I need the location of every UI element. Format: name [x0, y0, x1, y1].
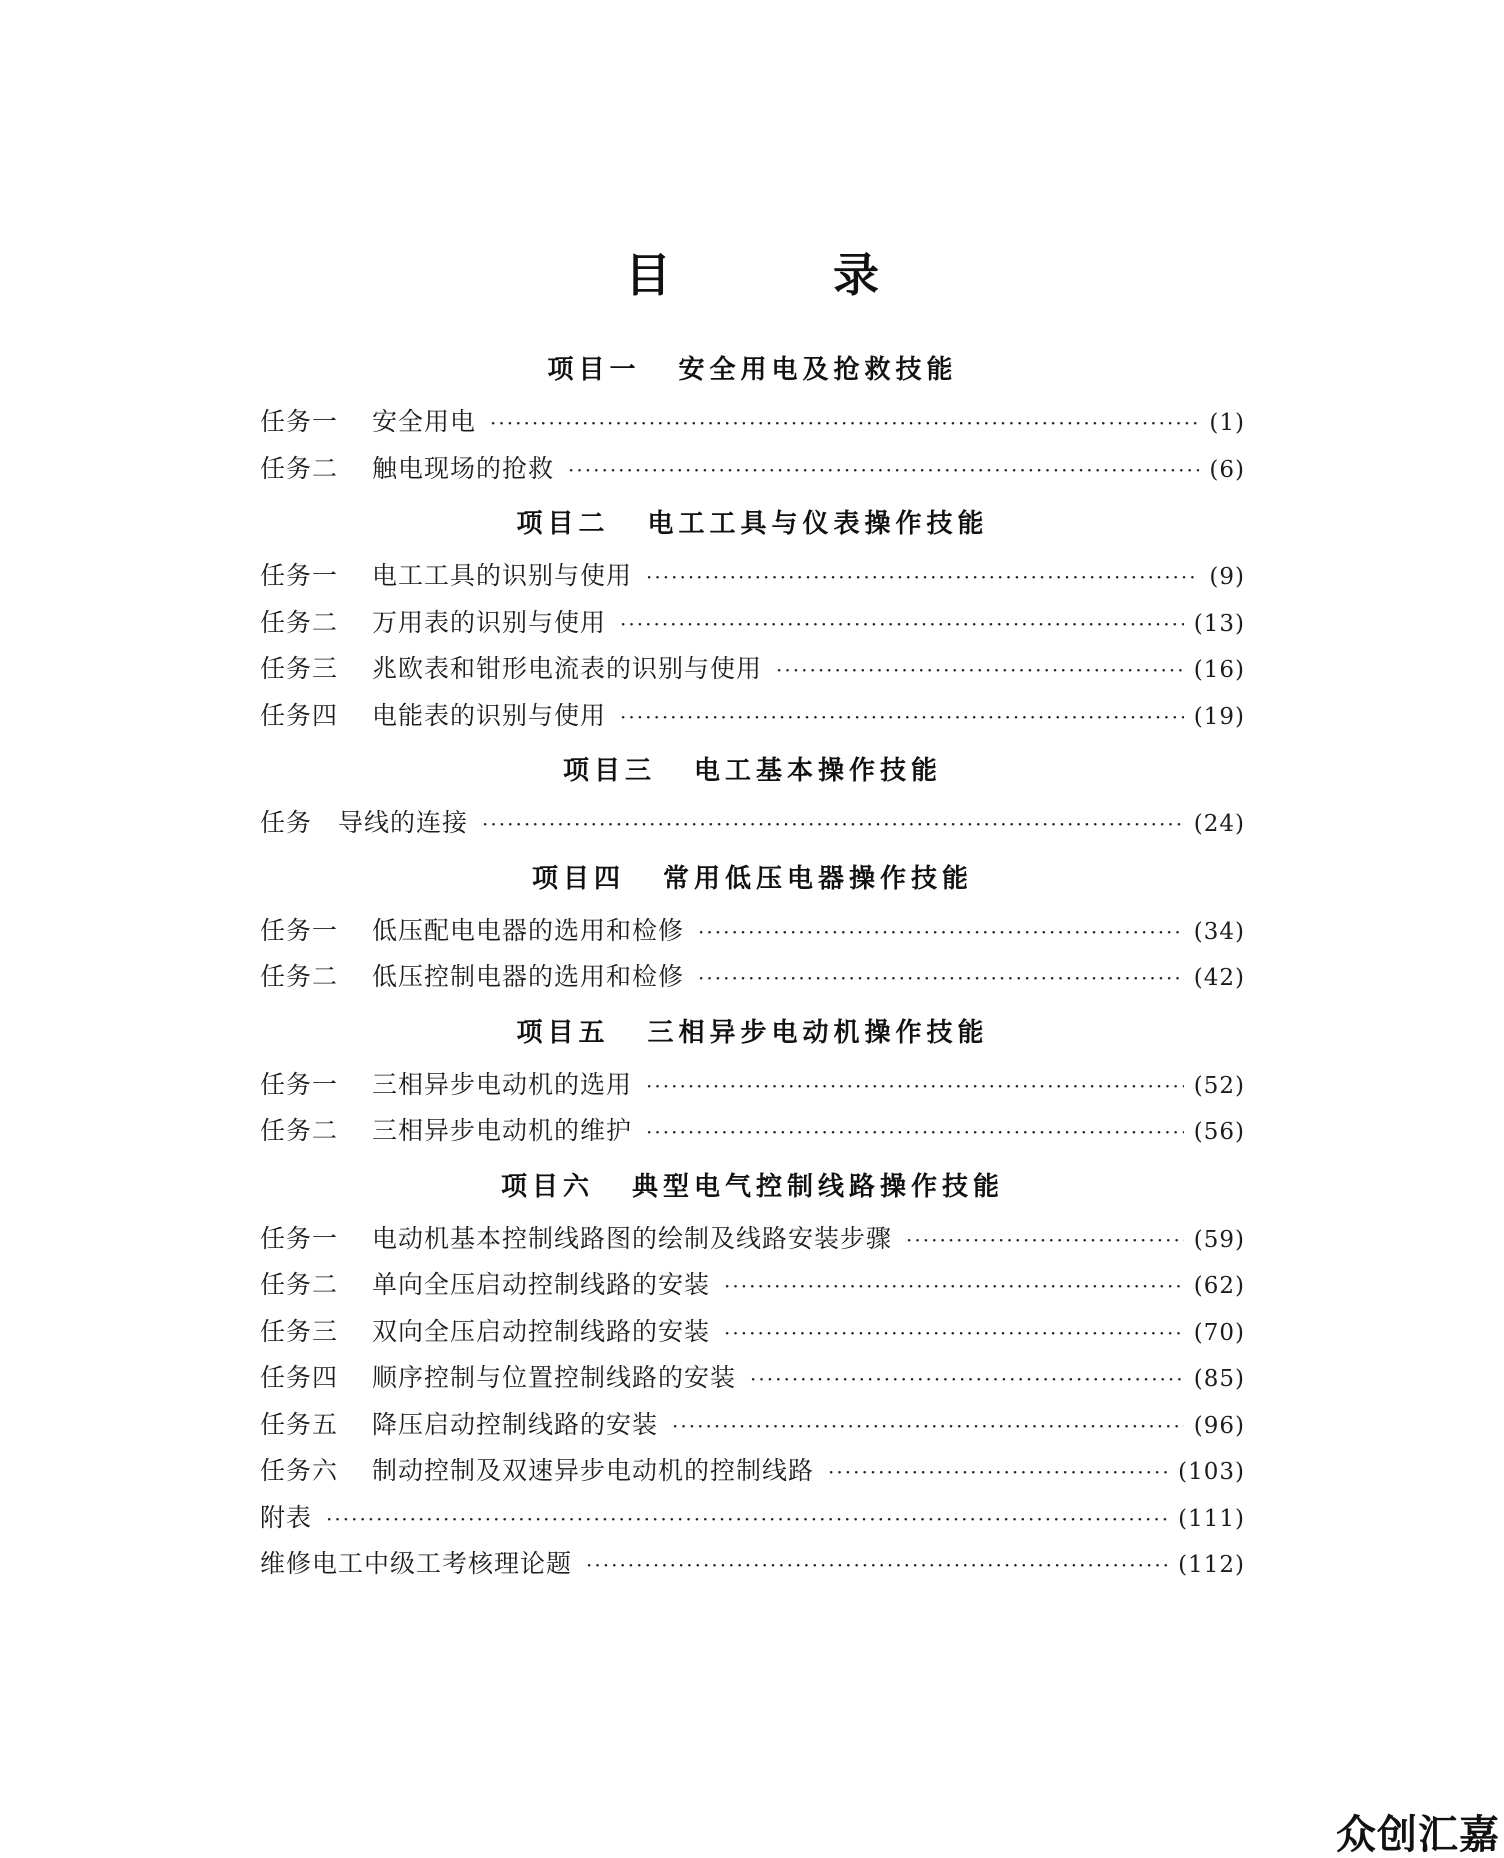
page-number: (24): [1193, 811, 1245, 837]
toc-entry[interactable]: [260, 1309, 1245, 1356]
leader-dots: [906, 1217, 1184, 1264]
task-title: 低压控制电器的选用和检修: [372, 962, 685, 991]
appendix-title: 附表: [260, 1502, 313, 1532]
page-title: 目 录: [625, 248, 937, 302]
page-number: (70): [1193, 1319, 1245, 1346]
task-title: 万用表的识别与使用: [372, 607, 607, 637]
task-number: 任务二: [260, 1116, 339, 1145]
task-title: 双向全压启动控制线路的安装: [372, 1316, 711, 1346]
task-title: 顺序控制与位置控制线路的安装: [372, 1363, 737, 1392]
task-title: 三相异步电动机的维护: [372, 1116, 633, 1145]
section-number: 项目六: [500, 1171, 594, 1202]
task-number: 任务六: [260, 1456, 339, 1485]
task-number: 任务二: [260, 607, 339, 637]
toc-entry[interactable]: [260, 908, 1245, 955]
task-title: 电能表的识别与使用: [372, 700, 607, 730]
page-number: (112): [1178, 1552, 1245, 1578]
task-number: 任务一: [260, 561, 339, 590]
leader-dots: [646, 1063, 1184, 1110]
toc-entry[interactable]: [260, 399, 1245, 446]
task-number: 任务: [260, 808, 313, 837]
leader-dots: [586, 1542, 1168, 1589]
page-number: (85): [1193, 1366, 1245, 1392]
toc-entry[interactable]: [260, 1402, 1245, 1449]
toc-entry[interactable]: [260, 446, 1245, 493]
leader-dots: [698, 909, 1184, 956]
leader-dots: [828, 1449, 1168, 1496]
leader-dots: [776, 647, 1184, 694]
toc-entry[interactable]: [260, 553, 1245, 600]
toc-entry-appendix[interactable]: [260, 1495, 1245, 1542]
task-title: 触电现场的抢救: [372, 453, 555, 483]
section-name: 安全用电及抢救技能: [678, 355, 958, 385]
toc-entry[interactable]: [260, 1062, 1245, 1109]
toc-entry[interactable]: [260, 800, 1245, 847]
page-number: (52): [1193, 1072, 1245, 1099]
page-number: (9): [1209, 564, 1245, 590]
leader-dots: [646, 1109, 1184, 1156]
task-number: 任务一: [260, 915, 339, 945]
task-title: 兆欧表和钳形电流表的识别与使用: [372, 654, 763, 683]
leader-dots: [698, 955, 1184, 1002]
toc-entry[interactable]: [260, 1216, 1245, 1263]
task-title: 低压配电电器的选用和检修: [372, 915, 685, 945]
task-number: 任务三: [260, 1316, 339, 1346]
section-heading: [260, 343, 1245, 397]
task-title: 降压启动控制线路的安装: [372, 1409, 659, 1439]
page-number: (19): [1193, 703, 1245, 730]
task-number: 任务五: [260, 1409, 339, 1439]
task-number: 任务一: [260, 1069, 339, 1099]
section-name: 典型电气控制线路操作技能: [632, 1171, 1005, 1202]
task-title: 电动机基本控制线路图的绘制及线路安装步骤: [372, 1223, 893, 1253]
leader-dots: [620, 694, 1184, 741]
section-number: 项目四: [531, 863, 625, 894]
page-number: (56): [1193, 1119, 1245, 1145]
leader-dots: [490, 400, 1199, 447]
page-number: (59): [1193, 1226, 1245, 1253]
leader-dots: [326, 1496, 1168, 1543]
section-name: 常用低压电器操作技能: [663, 863, 974, 894]
page-number: (13): [1193, 610, 1245, 637]
page-number: (6): [1209, 456, 1245, 483]
section-name: 电工基本操作技能: [694, 756, 943, 786]
task-title: 三相异步电动机的选用: [372, 1069, 633, 1099]
leader-dots: [646, 554, 1199, 601]
leader-dots: [620, 601, 1184, 648]
page-number: (62): [1193, 1273, 1245, 1299]
toc-entry[interactable]: [260, 1355, 1245, 1402]
section-heading: [260, 1006, 1245, 1060]
section-heading: [260, 744, 1245, 798]
section-heading: [260, 497, 1245, 551]
page-number: (34): [1193, 918, 1245, 945]
section-heading: [260, 1160, 1245, 1214]
section-number: 项目一: [547, 355, 641, 385]
leader-dots: [482, 801, 1184, 848]
leader-dots: [750, 1356, 1184, 1403]
leader-dots: [672, 1403, 1184, 1450]
exam-title: 维修电工中级工考核理论题: [260, 1549, 573, 1578]
table-of-contents: [260, 338, 1245, 1588]
page-number: (111): [1178, 1505, 1245, 1532]
section-heading: [260, 852, 1245, 906]
page-number: (42): [1193, 965, 1245, 991]
page-number: (103): [1178, 1459, 1245, 1485]
task-number: 任务二: [260, 453, 339, 483]
task-title: 制动控制及双速异步电动机的控制线路: [372, 1456, 815, 1485]
task-number: 任务三: [260, 654, 339, 683]
leader-dots: [724, 1310, 1184, 1357]
task-number: 任务二: [260, 1270, 339, 1299]
leader-dots: [724, 1263, 1184, 1310]
toc-entry[interactable]: [260, 646, 1245, 693]
task-number: 任务一: [260, 407, 339, 436]
page-number: (1): [1209, 410, 1245, 436]
task-title: 电工工具的识别与使用: [372, 561, 633, 590]
watermark-logo: 众创汇嘉: [1336, 1812, 1500, 1858]
task-number: 任务四: [260, 1363, 339, 1392]
toc-entry[interactable]: [260, 954, 1245, 1001]
page-number: (16): [1193, 657, 1245, 683]
task-title: 单向全压启动控制线路的安装: [372, 1270, 711, 1299]
toc-entry[interactable]: [260, 1448, 1245, 1495]
toc-entry[interactable]: [260, 693, 1245, 740]
task-title: 安全用电: [372, 407, 477, 436]
toc-entry[interactable]: [260, 1108, 1245, 1155]
leader-dots: [568, 447, 1199, 494]
task-number: 任务二: [260, 962, 339, 991]
toc-entry[interactable]: [260, 1262, 1245, 1309]
page-number: (96): [1193, 1412, 1245, 1439]
task-title: 导线的连接: [338, 808, 469, 837]
task-number: 任务一: [260, 1223, 339, 1253]
toc-entry[interactable]: [260, 600, 1245, 647]
section-number: 项目二: [516, 509, 610, 539]
section-number: 项目三: [562, 756, 656, 786]
section-number: 项目五: [516, 1017, 610, 1048]
section-name: 电工工具与仪表操作技能: [647, 509, 989, 539]
toc-entry-exam[interactable]: [260, 1541, 1245, 1588]
section-name: 三相异步电动机操作技能: [647, 1017, 989, 1048]
task-number: 任务四: [260, 700, 339, 730]
